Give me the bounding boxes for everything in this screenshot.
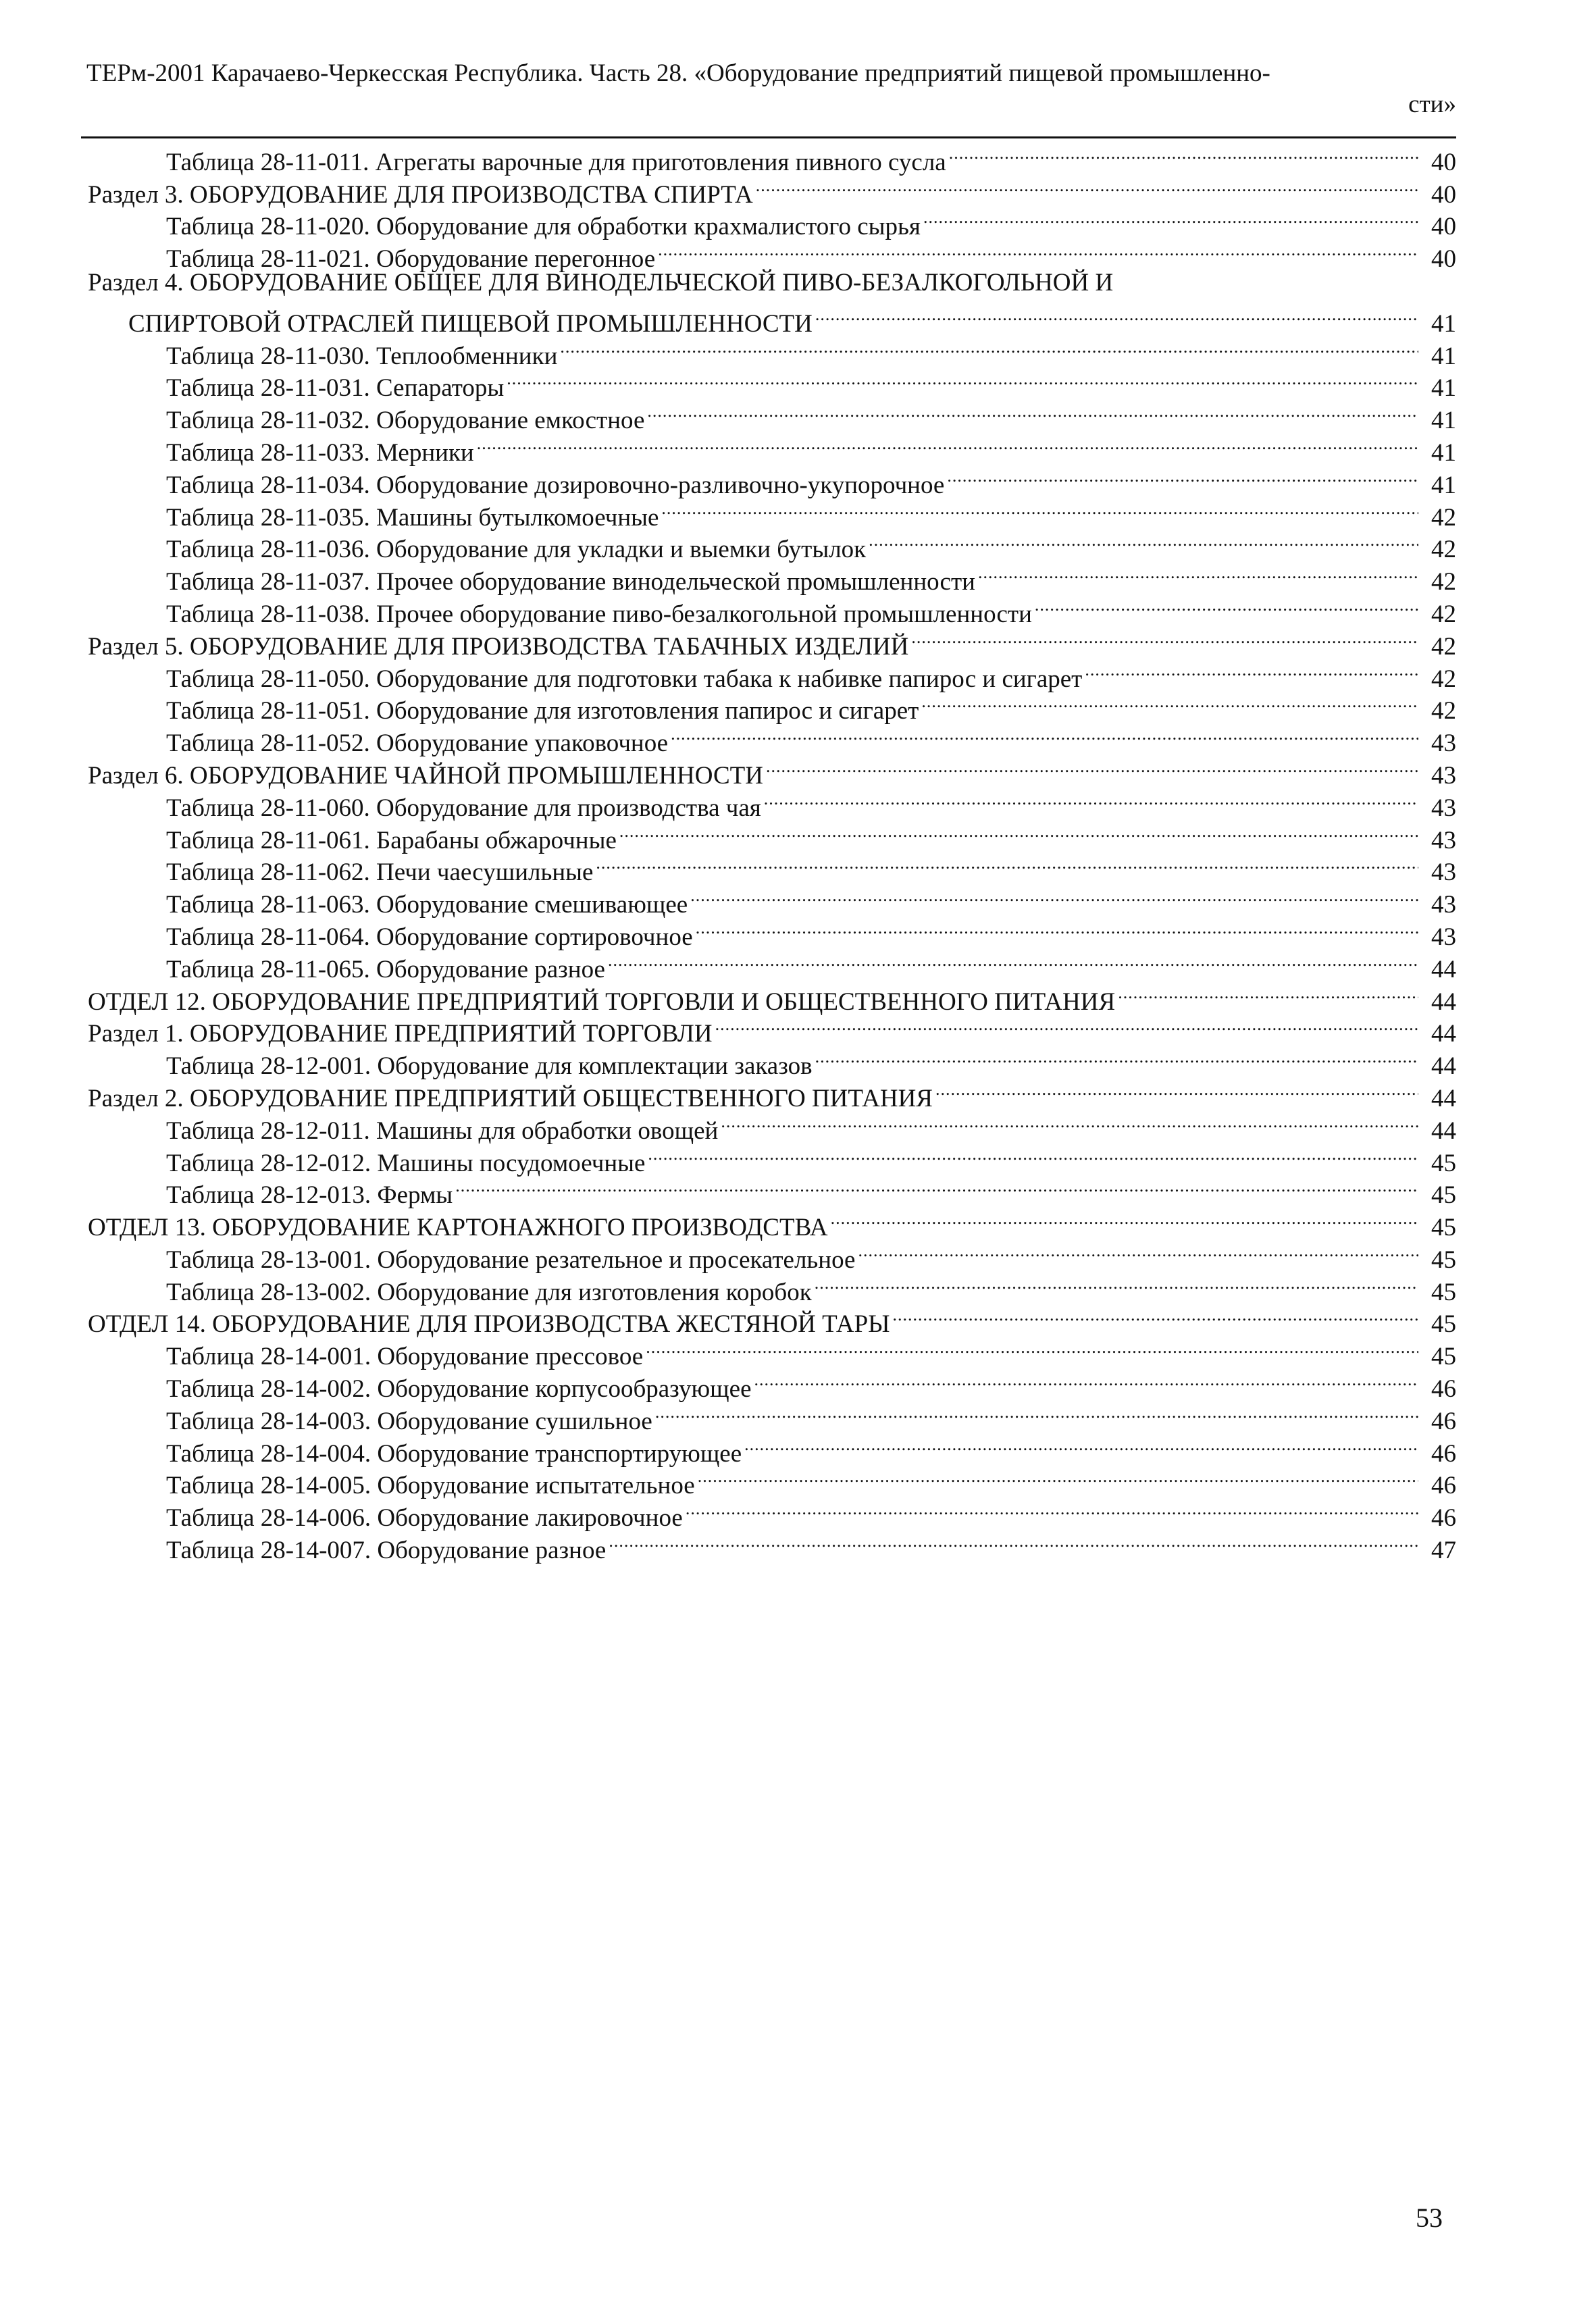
- toc-page-number: 42: [1431, 503, 1456, 532]
- dot-leader: [619, 816, 1418, 848]
- toc-page-number: 47: [1431, 1537, 1456, 1565]
- dot-leader: [1035, 590, 1418, 622]
- dot-leader: [947, 461, 1418, 493]
- toc-page-number: 46: [1431, 1407, 1456, 1435]
- toc-page-number: 42: [1431, 600, 1456, 628]
- toc-entry-title: Таблица 28-14-005. Оборудование испытательное: [166, 1472, 695, 1500]
- toc-page-number: 43: [1431, 761, 1456, 790]
- toc-entry-title: Таблица 28-11-032. Оборудование емкостное: [166, 407, 645, 435]
- toc-page-number: 45: [1431, 1278, 1456, 1306]
- toc-table-entry[interactable]: [88, 138, 1456, 176]
- table-of-contents: [88, 138, 1456, 1565]
- toc-entry-title: Таблица 28-12-013. Фермы: [166, 1181, 453, 1210]
- toc-entry-title: Таблица 28-11-062. Печи чаесушильные: [166, 858, 594, 887]
- toc-entry-title: Таблица 28-11-031. Сепараторы: [166, 374, 505, 403]
- toc-page-number: 40: [1431, 148, 1456, 176]
- dot-leader: [658, 234, 1418, 267]
- toc-page-number: 44: [1431, 1116, 1456, 1145]
- dot-leader: [507, 364, 1418, 396]
- toc-page-number: 44: [1431, 987, 1456, 1016]
- toc-entry-title: Таблица 28-11-038. Прочее оборудование пиво-безалкогольной промышленности: [166, 600, 1032, 628]
- toc-entry-title: Таблица 28-11-051. Оборудование для изготовления папирос и сигарет: [166, 697, 919, 725]
- dot-leader: [923, 203, 1418, 235]
- toc-entry-title: Таблица 28-12-001. Оборудование для комплектации заказов: [166, 1052, 813, 1081]
- toc-entry-title: Таблица 28-12-012. Машины посудомоечные: [166, 1149, 646, 1177]
- toc-entry-title: Таблица 28-11-050. Оборудование для подготовки табака к набивке папирос и сигарет: [166, 665, 1083, 693]
- dot-leader: [715, 1010, 1418, 1042]
- toc-entry-title: Раздел 1. ОБОРУДОВАНИЕ ПРЕДПРИЯТИЙ ТОРГОВЛИ: [88, 1020, 713, 1048]
- toc-entry-title: Таблица 28-13-002. Оборудование для изготовления коробок: [166, 1278, 812, 1306]
- toc-entry-title: Таблица 28-14-001. Оборудование прессовое: [166, 1343, 644, 1371]
- toc-entry-title: Таблица 28-11-064. Оборудование сортировочное: [166, 923, 693, 951]
- toc-page-number: 43: [1431, 729, 1456, 758]
- dot-leader: [815, 299, 1418, 332]
- toc-page-number: 46: [1431, 1504, 1456, 1533]
- toc-page-number: 40: [1431, 180, 1456, 209]
- toc-entry-title: Таблица 28-11-063. Оборудование смешивающее: [166, 891, 688, 919]
- toc-entry-title: Раздел 6. ОБОРУДОВАНИЕ ЧАЙНОЙ ПРОМЫШЛЕННОСТИ: [88, 761, 763, 790]
- toc-entry-title: ОТДЕЛ 12. ОБОРУДОВАНИЕ ПРЕДПРИЯТИЙ ТОРГОВЛИ И ОБЩЕСТВЕННОГО ПИТАНИЯ: [88, 987, 1116, 1016]
- toc-page-number: 42: [1431, 568, 1456, 596]
- dot-leader: [1118, 977, 1418, 1010]
- dot-leader: [455, 1171, 1418, 1204]
- toc-page-number: 46: [1431, 1439, 1456, 1468]
- toc-page-number: 44: [1431, 955, 1456, 983]
- dot-leader: [756, 170, 1418, 203]
- toc-entry-title-continued: СПИРТОВОЙ ОТРАСЛЕЙ ПИЩЕВОЙ ПРОМЫШЛЕННОСТИ: [128, 309, 813, 338]
- toc-page-number: 45: [1431, 1245, 1456, 1274]
- page-header: [86, 58, 1456, 120]
- dot-leader: [949, 138, 1418, 170]
- toc-page-number: 42: [1431, 632, 1456, 661]
- toc-entry-title: ОТДЕЛ 14. ОБОРУДОВАНИЕ ДЛЯ ПРОИЗВОДСТВА ЖЕСТЯНОЙ ТАРЫ: [88, 1310, 890, 1339]
- toc-entry-title: Раздел 3. ОБОРУДОВАНИЕ ДЛЯ ПРОИЗВОДСТВА СПИРТА: [88, 180, 753, 209]
- dot-leader: [696, 912, 1418, 945]
- dot-leader: [744, 1429, 1418, 1462]
- toc-entry-title: Раздел 2. ОБОРУДОВАНИЕ ПРЕДПРИЯТИЙ ОБЩЕСТВЕННОГО ПИТАНИЯ: [88, 1084, 933, 1112]
- toc-entry-title: Таблица 28-11-030. Теплообменники: [166, 342, 558, 370]
- toc-page-number: 45: [1431, 1214, 1456, 1242]
- toc-entry-title: Таблица 28-11-035. Машины бутылкомоечные: [166, 503, 659, 532]
- toc-page-number: 41: [1431, 471, 1456, 499]
- toc-entry-title: Таблица 28-11-060. Оборудование для производства чая: [166, 794, 761, 822]
- toc-page-number: 42: [1431, 665, 1456, 693]
- toc-page-number: 44: [1431, 1052, 1456, 1081]
- toc-entry-title: Таблица 28-14-007. Оборудование разное: [166, 1537, 607, 1565]
- toc-page-number: 45: [1431, 1343, 1456, 1371]
- dot-leader: [647, 396, 1418, 428]
- dot-leader: [1085, 654, 1418, 687]
- dot-leader: [609, 1526, 1418, 1558]
- dot-leader: [858, 1235, 1418, 1268]
- dot-leader: [892, 1300, 1418, 1333]
- toc-entry-title: Таблица 28-14-003. Оборудование сушильное: [166, 1407, 652, 1435]
- toc-page-number: 40: [1431, 245, 1456, 274]
- toc-entry-title: Таблица 28-12-011. Машины для обработки овощей: [166, 1116, 719, 1145]
- dot-leader: [754, 1364, 1418, 1397]
- toc-page-number: 45: [1431, 1310, 1456, 1339]
- dot-leader: [766, 751, 1418, 783]
- page-number: 53: [1416, 2203, 1443, 2233]
- dot-leader: [655, 1397, 1418, 1429]
- toc-entry-title: Таблица 28-11-052. Оборудование упаковочное: [166, 729, 669, 758]
- dot-leader: [815, 1268, 1418, 1300]
- toc-entry-title: Таблица 28-11-021. Оборудование перегонное: [166, 245, 656, 274]
- toc-entry-title: Таблица 28-11-065. Оборудование разное: [166, 955, 605, 983]
- toc-page-number: 43: [1431, 923, 1456, 951]
- dot-leader: [721, 1106, 1418, 1139]
- toc-entry-title: Таблица 28-13-001. Оборудование резательное и просекательное: [166, 1245, 856, 1274]
- dot-leader: [690, 880, 1418, 912]
- dot-leader: [646, 1332, 1418, 1364]
- toc-page-number: 41: [1431, 438, 1456, 467]
- toc-page-number: 41: [1431, 407, 1456, 435]
- toc-page-number: 41: [1431, 374, 1456, 403]
- toc-entry-title: Таблица 28-11-037. Прочее оборудование винодельческой промышленности: [166, 568, 975, 596]
- toc-entry-title: Таблица 28-14-006. Оборудование лакировочное: [166, 1504, 683, 1533]
- dot-leader: [921, 687, 1418, 719]
- toc-page-number: 44: [1431, 1020, 1456, 1048]
- dot-leader: [935, 1074, 1418, 1106]
- header-title-line1: ТЕРм-2001 Карачаево-Черкесская Республика. Часть 28. «Оборудование предприятий пищевой промышленно-: [86, 59, 1270, 87]
- toc-page-number: 43: [1431, 794, 1456, 822]
- toc-page-number: 41: [1431, 342, 1456, 370]
- dot-leader: [477, 428, 1418, 461]
- dot-leader: [764, 783, 1418, 816]
- toc-entry-title: Таблица 28-11-033. Мерники: [166, 438, 474, 467]
- toc-page-number: 45: [1431, 1181, 1456, 1210]
- toc-entry-title: Таблица 28-11-034. Оборудование дозировочно-разливочно-укупорочное: [166, 471, 945, 499]
- toc-page-number: 43: [1431, 891, 1456, 919]
- toc-page-number: 43: [1431, 858, 1456, 887]
- dot-leader: [686, 1493, 1418, 1526]
- toc-entry-title: Таблица 28-11-020. Оборудование для обработки крахмалистого сырья: [166, 213, 921, 241]
- dot-leader: [648, 1139, 1418, 1171]
- toc-page-number: 46: [1431, 1375, 1456, 1404]
- toc-page-number: 42: [1431, 697, 1456, 725]
- dot-leader: [661, 493, 1418, 525]
- toc-entry-title: ОТДЕЛ 13. ОБОРУДОВАНИЕ КАРТОНАЖНОГО ПРОИЗВОДСТВА: [88, 1214, 828, 1242]
- dot-leader: [560, 332, 1418, 364]
- toc-page-number: 43: [1431, 826, 1456, 854]
- dot-leader: [596, 848, 1418, 881]
- toc-page-number: 46: [1431, 1472, 1456, 1500]
- dot-leader: [671, 719, 1418, 751]
- toc-entry-title: Таблица 28-14-004. Оборудование транспортирующее: [166, 1439, 742, 1468]
- dot-leader: [698, 1462, 1418, 1494]
- dot-leader: [869, 525, 1418, 558]
- dot-leader: [815, 1042, 1418, 1074]
- toc-page-number: 41: [1431, 309, 1456, 338]
- dot-leader: [608, 945, 1418, 977]
- toc-section-entry[interactable]: [88, 267, 1456, 338]
- toc-page-number: 44: [1431, 1084, 1456, 1112]
- dot-leader: [831, 1203, 1418, 1235]
- toc-entry-title: Таблица 28-14-002. Оборудование корпусообразующее: [166, 1375, 752, 1404]
- dot-leader: [911, 622, 1418, 654]
- toc-page-number: 40: [1431, 213, 1456, 241]
- toc-entry-title: Раздел 5. ОБОРУДОВАНИЕ ДЛЯ ПРОИЗВОДСТВА ТАБАЧНЫХ ИЗДЕЛИЙ: [88, 632, 909, 661]
- toc-entry-title: Таблица 28-11-011. Агрегаты варочные для приготовления пивного сусла: [166, 148, 946, 176]
- header-title-line2: сти»: [1408, 91, 1456, 118]
- toc-entry-title: Таблица 28-11-061. Барабаны обжарочные: [166, 826, 617, 854]
- toc-page-number: 45: [1431, 1149, 1456, 1177]
- dot-leader: [978, 557, 1418, 590]
- toc-entry-title: Таблица 28-11-036. Оборудование для укладки и выемки бутылок: [166, 536, 867, 564]
- toc-entry-title: Раздел 4. ОБОРУДОВАНИЕ ОБЩЕЕ ДЛЯ ВИНОДЕЛЬЧЕСКОЙ ПИВО-БЕЗАЛКОГОЛЬНОЙ И: [88, 269, 1114, 297]
- toc-page-number: 42: [1431, 536, 1456, 564]
